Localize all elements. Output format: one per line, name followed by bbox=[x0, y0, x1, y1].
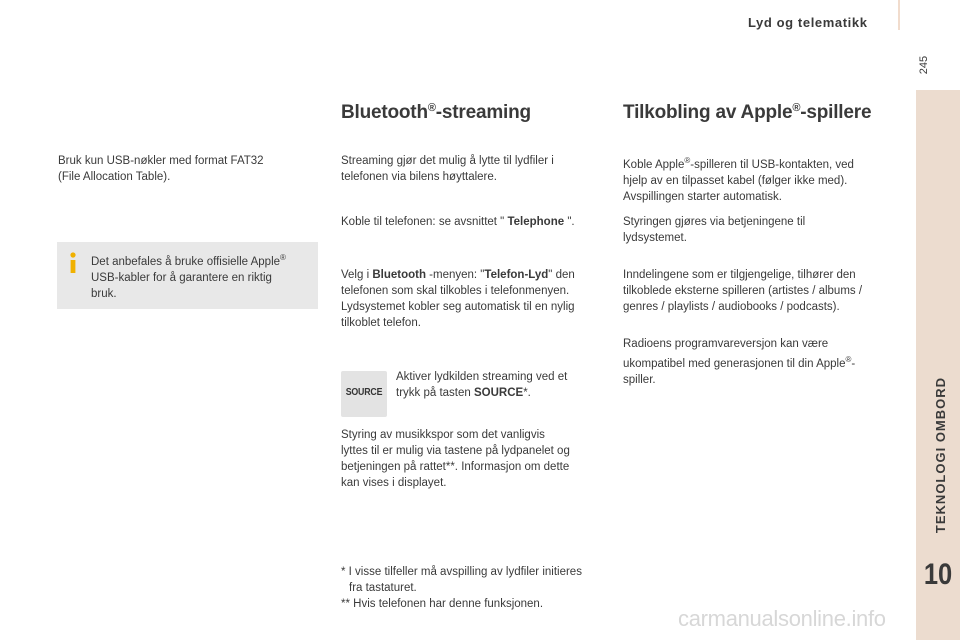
text-line: genres / playlists / audiobooks / podcasts). bbox=[623, 301, 840, 313]
text-line: telefonen via bilens høyttalere. bbox=[341, 171, 497, 183]
apple-paragraph-control bbox=[623, 214, 893, 246]
text-line: Styring av musikkspor som det vanligvis bbox=[341, 429, 545, 441]
text-line: Radioens programvareversjon kan være bbox=[623, 338, 829, 350]
footnote-1-cont: fra tastaturet. bbox=[349, 582, 417, 594]
watermark: carmanualsonline.info bbox=[678, 606, 886, 631]
text-line: Velg i Bluetooth -menyen: "Telefon-Lyd" den bbox=[341, 269, 575, 281]
text-line: Inndelingene som er tilgjengelige, tilhører den bbox=[623, 269, 856, 281]
info-box bbox=[57, 242, 318, 309]
text-line: Avspillingen starter automatisk. bbox=[623, 190, 782, 203]
text-line: Koble til telefonen: se avsnittet " Telephone ". bbox=[341, 216, 575, 228]
bt-paragraph-control bbox=[341, 427, 606, 491]
header-title: Lyd og telematikk bbox=[748, 15, 868, 30]
text-line: Styringen gjøres via betjeningene til bbox=[623, 216, 806, 228]
text-line: Bruk kun USB-nøkler med format FAT32 bbox=[58, 155, 264, 167]
bt-paragraph-streaming bbox=[341, 153, 606, 185]
footnote-1: * I visse tilfeller må avspilling av lydfiler initieres bbox=[341, 566, 582, 578]
text-line: spiller. bbox=[623, 373, 656, 386]
bt-paragraph-connect bbox=[341, 214, 606, 230]
text-line: tilkoblede eksterne spilleren (artistes / albums / bbox=[623, 285, 863, 297]
text-line: lydsystemet. bbox=[623, 232, 687, 244]
text-line: Lydsystemet kobler seg automatisk til en nylig bbox=[341, 301, 575, 313]
text-line: bruk. bbox=[91, 287, 117, 300]
text-line: ukompatibel med generasjonen til din Apple®- bbox=[623, 355, 856, 370]
bluetooth-section-title: Bluetooth®-streaming bbox=[341, 102, 531, 123]
page-number: 245 bbox=[918, 55, 930, 75]
source-key-label: SOURCE bbox=[345, 387, 383, 398]
source-key-image bbox=[341, 371, 387, 417]
text-line: Streaming gjør det mulig å lytte til lydfiler i bbox=[341, 155, 554, 167]
text-line: kan vises i displayet. bbox=[341, 477, 447, 489]
footnote-2: ** Hvis telefonen har denne funksjonen. bbox=[341, 598, 544, 610]
usb-intro-paragraph bbox=[58, 153, 298, 185]
apple-section-title: Tilkobling av Apple®-spillere bbox=[623, 102, 872, 123]
info-icon bbox=[67, 252, 79, 274]
apple-paragraph-connect bbox=[623, 153, 893, 205]
text-line: Aktiver lydkilden streaming ved et bbox=[396, 371, 568, 383]
text-line: (File Allocation Table). bbox=[58, 171, 171, 183]
chapter-number: 10 bbox=[923, 558, 953, 591]
text-line: betjeningen på rattet**. Informasjon om dette bbox=[341, 461, 570, 473]
footnotes bbox=[341, 564, 611, 612]
text-line: lyttes til er mulig via tastene på lydpanelet og bbox=[341, 445, 570, 457]
info-text bbox=[91, 250, 315, 302]
text-line: USB-kabler for å garantere en riktig bbox=[91, 271, 272, 284]
text-line: tilkoblet telefon. bbox=[341, 317, 421, 329]
header-divider bbox=[898, 0, 900, 30]
text-line: hjelp av en tilpasset kabel (følger ikke med). bbox=[623, 174, 848, 187]
apple-paragraph-compat bbox=[623, 336, 893, 388]
text-line: telefonen som skal tilkobles i telefonmenyen. bbox=[341, 285, 570, 297]
text-line: Koble Apple®-spilleren til USB-kontakten, ved bbox=[623, 156, 854, 171]
bt-paragraph-menu bbox=[341, 267, 606, 331]
text-line: Det anbefales å bruke offisielle Apple® bbox=[91, 253, 286, 268]
text-line: trykk på tasten SOURCE*. bbox=[396, 387, 531, 399]
apple-paragraph-categories bbox=[623, 267, 898, 315]
bt-paragraph-source bbox=[396, 369, 606, 401]
